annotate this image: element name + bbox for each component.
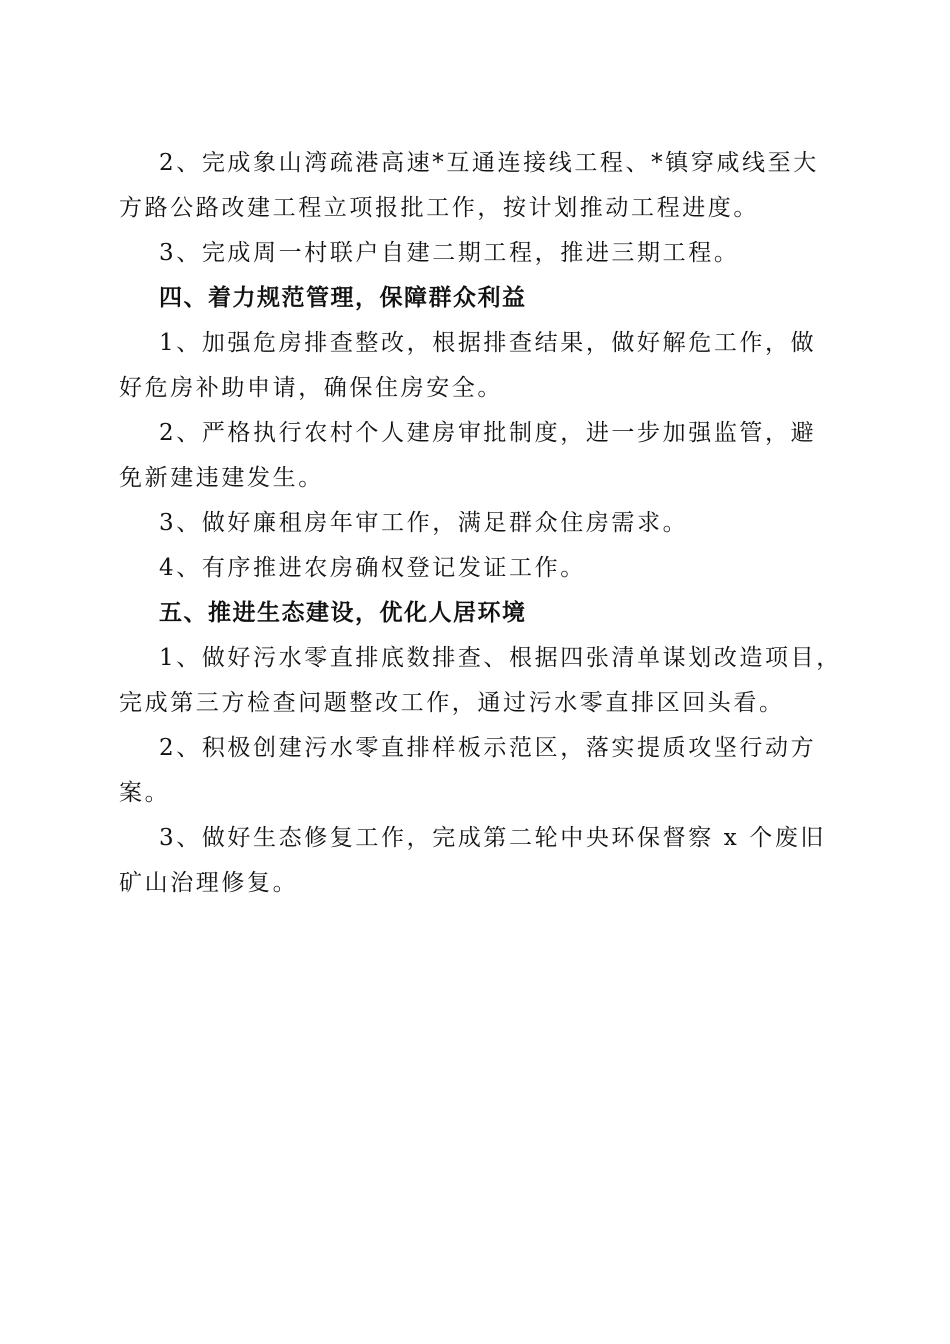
text-line: 案。 <box>119 780 171 806</box>
section-heading: 五、推进生态建设，优化人居环境 <box>159 600 527 626</box>
text-line: 完成第三方检查问题整改工作，通过污水零直排区回头看。 <box>119 690 785 716</box>
text-line: 1、做好污水零直排底数排查、根据四张清单谋划改造项目， <box>159 645 842 671</box>
text-line: 2、积极创建污水零直排样板示范区，落实提质攻坚行动方 <box>159 735 817 761</box>
text-line: 3、做好生态修复工作，完成第二轮中央环保督察 x 个废旧 <box>159 825 827 851</box>
document-body <box>119 141 842 906</box>
text-line: 矿山治理修复。 <box>119 870 299 896</box>
section-heading: 四、着力规范管理，保障群众利益 <box>159 285 527 311</box>
text-line: 3、完成周一村联户自建二期工程，推进三期工程。 <box>159 240 740 266</box>
text-line: 方路公路改建工程立项报批工作，按计划推动工程进度。 <box>119 195 759 221</box>
text-line: 4、有序推进农房确权登记发证工作。 <box>159 555 586 581</box>
text-line: 2、严格执行农村个人建房审批制度，进一步加强监管，避 <box>159 420 817 446</box>
text-line: 免新建违建发生。 <box>119 465 324 491</box>
text-line: 1、加强危房排查整改，根据排查结果，做好解危工作，做 <box>159 330 817 356</box>
text-line: 2、完成象山湾疏港高速*互通连接线工程、*镇穿咸线至大 <box>159 150 819 176</box>
text-line: 3、做好廉租房年审工作，满足群众住房需求。 <box>159 510 689 536</box>
text-line: 好危房补助申请，确保住房安全。 <box>119 375 503 401</box>
